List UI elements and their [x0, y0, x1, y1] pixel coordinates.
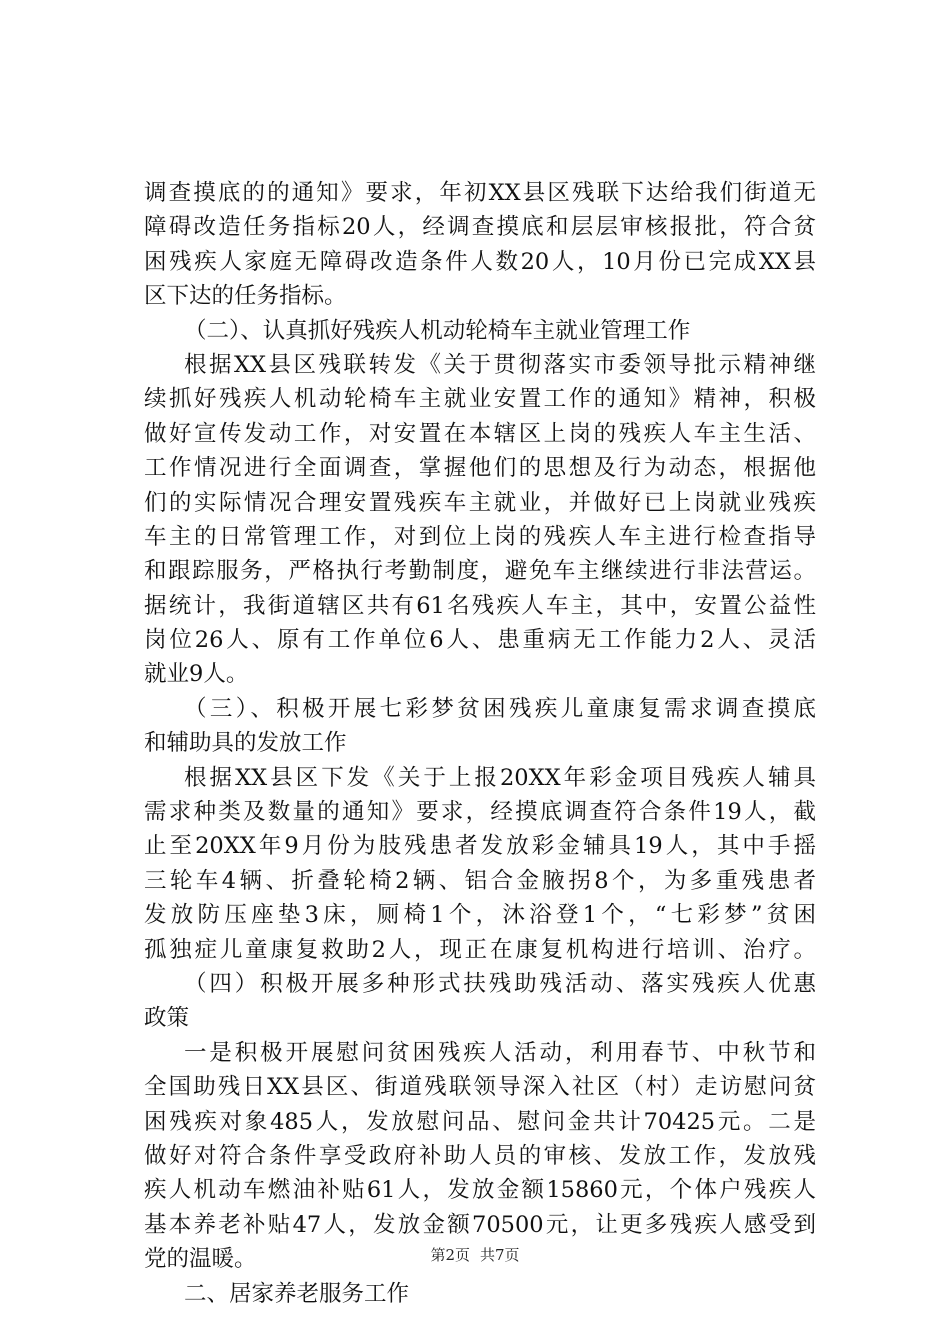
page-number: 第2页 — [430, 1246, 470, 1264]
text-line: 一是积极开展慰问贫困残疾人活动，利用春节、中秋节和 — [184, 1039, 816, 1066]
text-line: 车主的日常管理工作，对到位上岗的残疾人车主进行检查指导 — [144, 523, 816, 550]
text-line: 基本养老补贴47人，发放金额70500元，让更多残疾人感受到 — [144, 1211, 816, 1238]
text-line: 就业9人。 — [144, 661, 249, 688]
section-heading-3: （三）、积极开展七彩梦贫困残疾儿童康复需求调查摸底 — [184, 695, 816, 722]
page-total: 共7页 — [480, 1246, 520, 1264]
section-heading-4: （四）积极开展多种形式扶残助残活动、落实残疾人优惠 — [184, 970, 816, 997]
text-line: 工作情况进行全面调查，掌握他们的思想及行为动态，根据他 — [144, 455, 816, 482]
document-body — [144, 176, 816, 1311]
text-line: 需求种类及数量的通知》要求，经摸底调查符合条件19人，截 — [144, 799, 816, 826]
text-line: 和跟踪服务，严格执行考勤制度，避免车主继续进行非法营运。 — [144, 558, 816, 585]
text-line: 全国助残日XX县区、街道残联领导深入社区（村）走访慰问贫 — [144, 1074, 816, 1101]
text-line: 止至20XX年9月份为肢残患者发放彩金辅具19人，其中手摇 — [144, 833, 816, 860]
text-line: 疾人机动车燃油补贴61人，发放金额15860元，个体户残疾人 — [144, 1177, 816, 1204]
text-line: 党的温暖。 — [144, 1246, 257, 1273]
text-line: 困残疾对象485人，发放慰问品、慰问金共计70425元。二是 — [144, 1108, 816, 1135]
text-line: 做好对符合条件享受政府补助人员的审核、发放工作，发放残 — [144, 1142, 816, 1169]
text-line: 岗位26人、原有工作单位6人、患重病无工作能力2人、灵活 — [144, 627, 816, 654]
section-heading-main-2: 二、居家养老服务工作 — [184, 1280, 410, 1307]
page-footer — [0, 1245, 950, 1265]
section-heading-2: （二）、认真抓好残疾人机动轮椅车主就业管理工作 — [184, 317, 691, 344]
text-line: 障碍改造任务指标20人，经调查摸底和层层审核报批，符合贫 — [144, 214, 816, 241]
text-line: 孤独症儿童康复救助2人，现正在康复机构进行培训、治疗。 — [144, 936, 816, 963]
text-line: 们的实际情况合理安置残疾车主就业，并做好已上岗就业残疾 — [144, 489, 816, 516]
text-line: 发放防压座垫3床，厕椅1个，沐浴登1个，“七彩梦”贫困 — [144, 902, 816, 929]
text-line: 据统计，我街道辖区共有61名残疾人车主，其中，安置公益性 — [144, 592, 816, 619]
section-heading-4-cont: 政策 — [144, 1005, 190, 1032]
text-line: 困残疾人家庭无障碍改造条件人数20人，10月份已完成XX县 — [144, 248, 816, 275]
text-line: 根据XX县区残联转发《关于贯彻落实市委领导批示精神继 — [184, 351, 816, 378]
text-line: 三轮车4辆、折叠轮椅2辆、铝合金腋拐8个，为多重残患者 — [144, 867, 816, 894]
text-line: 做好宣传发动工作，对安置在本辖区上岗的残疾人车主生活、 — [144, 420, 816, 447]
text-line: 续抓好残疾人机动轮椅车主就业安置工作的通知》精神，积极 — [144, 386, 816, 413]
section-heading-3-cont: 和辅助具的发放工作 — [144, 730, 347, 757]
text-line: 区下达的任务指标。 — [144, 283, 347, 310]
text-line: 根据XX县区下发《关于上报20XX年彩金项目残疾人辅具 — [184, 764, 816, 791]
text-line: 调查摸底的的通知》要求，年初XX县区残联下达给我们街道无 — [144, 180, 816, 206]
